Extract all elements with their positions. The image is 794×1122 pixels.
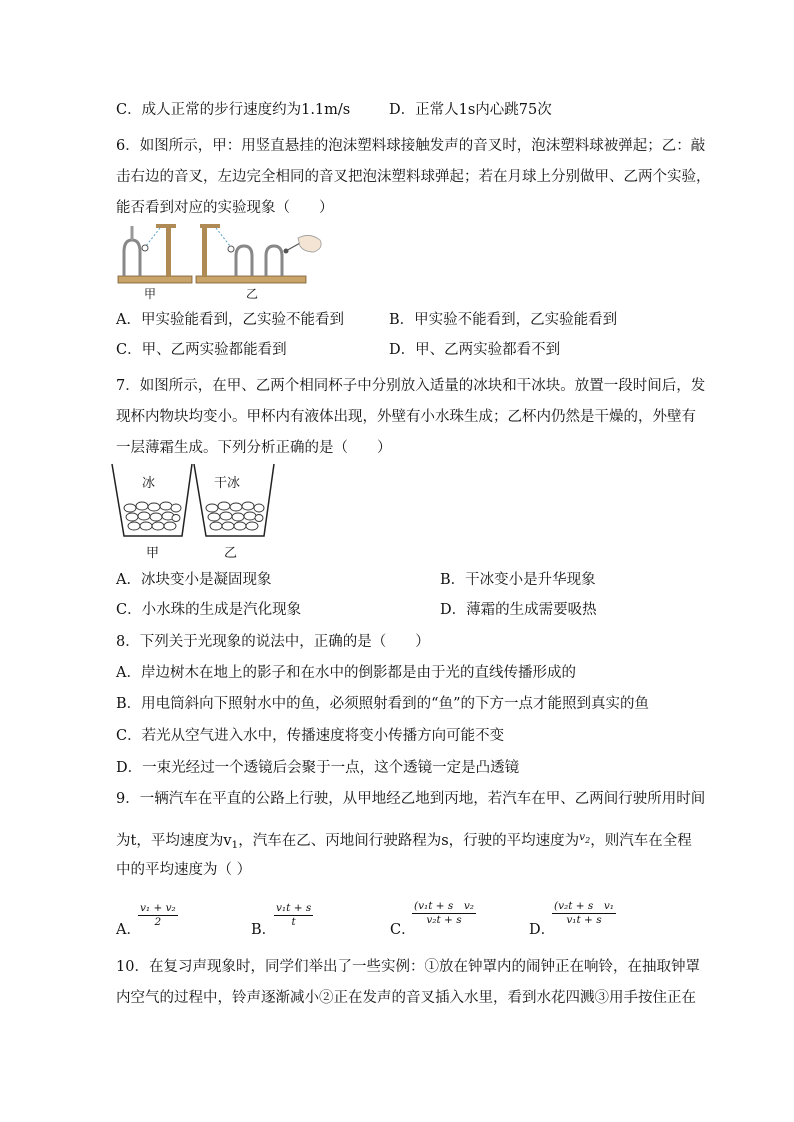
q9-stem-line2-part2: ，汽车在乙、丙地间行驶路程为s，行驶的平均速度为 xyxy=(238,833,580,849)
q6-figure-label-a: 甲 xyxy=(144,287,157,301)
q9-stem-line2-part3: ，则汽车在全程 xyxy=(590,833,692,849)
q8-stem: 8．下列关于光现象的说法中，正确的是（ ） xyxy=(116,634,430,650)
q9-option-b-numerator: v₁t + s xyxy=(276,902,312,914)
q8-option-a: A．岸边树木在地上的影子和在水中的倒影都是由于光的直线传播形成的 xyxy=(116,665,576,681)
q9-option-d-numerator: (v₂t + s v₁ xyxy=(554,900,614,912)
q9-option-b-fraction xyxy=(274,902,313,929)
q5-option-c: C．成人正常的步行速度约为1.1m/s xyxy=(116,102,351,118)
q6-option-b: B．甲实验不能看到，乙实验能看到 xyxy=(389,312,618,328)
q7-cup-b-label: 干冰 xyxy=(214,476,241,491)
q9-stem-line2 xyxy=(116,827,692,855)
q7-option-d: D．薄霜的生成需要吸热 xyxy=(440,602,597,618)
q6-figure-label-b: 乙 xyxy=(246,287,259,301)
q6-stem-line1: 6．如图所示，甲：用竖直悬挂的泡沫塑料球接触发声的音叉时，泡沫塑料球被弹起；乙：敲 xyxy=(116,138,706,154)
q6-tuning-fork-figure xyxy=(110,222,330,302)
q9-option-a-label: A． xyxy=(116,922,141,938)
q7-stem-line3: 一层薄霜生成。下列分析正确的是（ ） xyxy=(116,440,392,456)
q10-stem-line1: 10．在复习声现象时，同学们举出了一些实例：①放在钟罩内的闹钟正在响铃，在抽取钟罩 xyxy=(116,959,700,975)
q9-v2-symbol: v2 xyxy=(579,831,591,846)
q10-stem-line2: 内空气的过程中，铃声逐渐减小②正在发声的音叉插入水里，看到水花四溅③用手按住正在 xyxy=(116,990,696,1006)
q6-option-a: A．甲实验能看到，乙实验不能看到 xyxy=(116,312,344,328)
q9-option-d-label: D． xyxy=(529,922,556,938)
q9-stem-line3: 中的平均速度为（ ） xyxy=(116,862,252,878)
q9-option-c-label: C． xyxy=(390,922,416,938)
q9-option-d-fraction xyxy=(552,900,616,927)
q7-stem-line1: 7．如图所示，在甲、乙两个相同杯子中分别放入适量的冰块和干冰块。放置一段时间后，发 xyxy=(116,378,706,394)
q7-option-a: A．冰块变小是凝固现象 xyxy=(116,572,272,588)
q9-option-b-denominator: t xyxy=(291,916,296,928)
q7-figure-label-b: 乙 xyxy=(224,546,238,561)
q9-stem-line1: 9．一辆汽车在平直的公路上行驶，从甲地经乙地到丙地，若汽车在甲、乙两间行驶所用时间 xyxy=(116,791,706,807)
q9-option-c-numerator: (v₁t + s v₂ xyxy=(414,900,474,912)
q9-option-c-fraction xyxy=(412,900,476,927)
q8-option-b: B．用电筒斜向下照射水中的鱼，必须照射看到的“鱼”的下方一点才能照到真实的鱼 xyxy=(116,696,649,712)
q9-option-b-label: B． xyxy=(251,922,277,938)
q9-option-c-denominator: v₂t + s xyxy=(426,914,462,926)
q7-figure-label-a: 甲 xyxy=(146,546,160,561)
q7-option-b: B．干冰变小是升华现象 xyxy=(440,572,596,588)
q9-stem-line2-part1: 为t，平均速度为v xyxy=(116,833,232,849)
q9-option-a-numerator: v₁ + v₂ xyxy=(140,902,176,914)
q8-option-d: D．一束光经过一个透镜后会聚于一点，这个透镜一定是凸透镜 xyxy=(116,760,520,776)
q6-option-d: D．甲、乙两实验都看不到 xyxy=(389,342,561,358)
q7-cup-a-label: 冰 xyxy=(142,476,156,491)
q9-subscript-1: 1 xyxy=(231,839,239,851)
q7-option-c: C．小水珠的生成是汽化现象 xyxy=(116,602,302,618)
q6-stem-line3: 能否看到对应的实验现象（ ） xyxy=(116,200,334,216)
q8-option-c: C．若光从空气进入水中，传播速度将变小传播方向可能不变 xyxy=(116,728,505,744)
q6-option-c: C．甲、乙两实验都能看到 xyxy=(116,342,287,358)
q6-stem-line2: 击右边的音叉，左边完全相同的音叉把泡沫塑料球弹起；若在月球上分别做甲、乙两个实验， xyxy=(116,169,711,185)
q7-stem-line2: 现杯内物块均变小。甲杯内有液体出现，外壁有小水珠生成；乙杯内仍然是干燥的，外壁有 xyxy=(116,409,696,425)
q9-option-d-denominator: v₁t + s xyxy=(566,914,602,926)
q5-option-d: D．正常人1s内心跳75次 xyxy=(389,102,552,118)
q9-option-a-denominator: 2 xyxy=(154,916,162,928)
q9-option-a-fraction xyxy=(138,902,178,929)
q7-cups-figure xyxy=(108,462,278,542)
